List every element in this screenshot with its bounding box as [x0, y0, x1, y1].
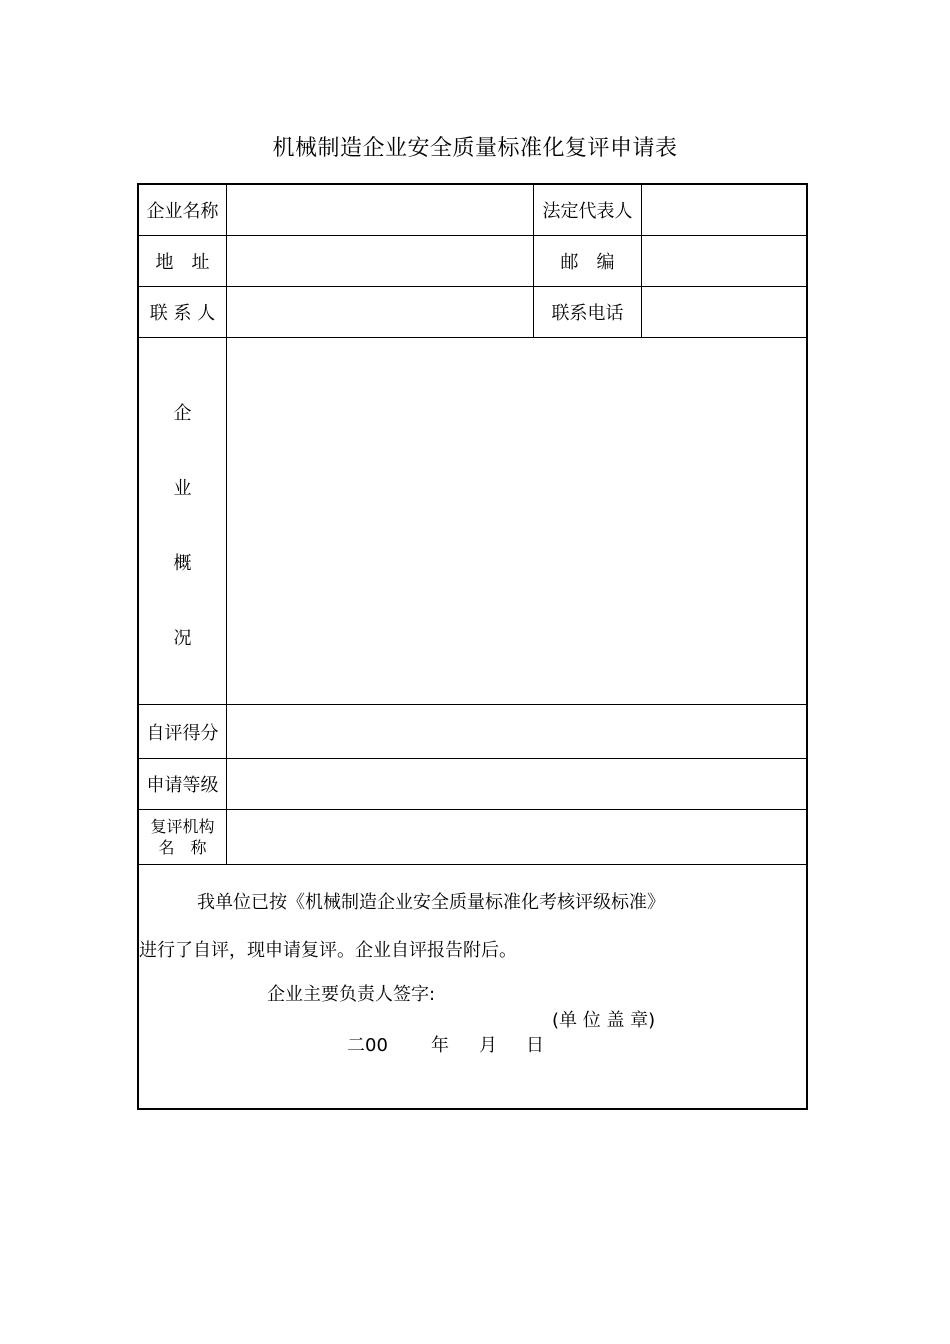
overview-label-char: 概 [173, 553, 192, 574]
contact-phone-field[interactable] [642, 287, 806, 337]
application-form [137, 183, 808, 1110]
apply-level-field[interactable] [227, 759, 806, 809]
review-organization-label [139, 810, 226, 864]
review-organization-label-line2: 名 称 [158, 838, 207, 857]
form-title: 机械制造企业安全质量标准化复评申请表 [272, 136, 678, 161]
legal-representative-label: 法定代表人 [542, 201, 633, 222]
contact-person-label: 联 系 人 [149, 303, 216, 324]
row-divider [139, 864, 806, 865]
self-score-label: 自评得分 [146, 722, 219, 744]
address-field[interactable] [227, 236, 533, 286]
overview-label-char: 企 [173, 403, 192, 424]
company-name-label: 企业名称 [146, 201, 219, 222]
company-name-field[interactable] [227, 185, 533, 235]
declaration-line-2: 进行了自评，现申请复评。企业自评报告附后。 [139, 940, 517, 961]
address-label: 地 址 [155, 252, 210, 273]
declaration-line-1: 我单位已按《机械制造企业安全质量标准化考核评级标准》 [197, 892, 665, 913]
date-year: 二00 [347, 1035, 388, 1056]
postcode-field[interactable] [642, 236, 806, 286]
review-organization-field[interactable] [227, 810, 806, 864]
date-year-unit: 年 [431, 1035, 449, 1056]
overview-label-char: 业 [173, 478, 192, 499]
postcode-label: 邮 编 [560, 252, 615, 273]
contact-person-field[interactable] [227, 287, 533, 337]
apply-level-label: 申请等级 [146, 775, 219, 796]
contact-phone-label: 联系电话 [551, 303, 624, 324]
seal-note: (单 位 盖 章) [552, 1010, 656, 1031]
signature-field[interactable] [449, 975, 699, 1003]
overview-label-char: 况 [173, 628, 192, 649]
signature-label: 企业主要负责人签字: [267, 984, 436, 1005]
legal-representative-field[interactable] [642, 185, 806, 235]
review-organization-label-line1: 复评机构 [150, 817, 215, 836]
company-overview-field[interactable] [227, 338, 806, 704]
self-score-field[interactable] [227, 705, 806, 758]
date-month-unit: 月 [479, 1035, 497, 1056]
date-day-unit: 日 [526, 1035, 544, 1056]
